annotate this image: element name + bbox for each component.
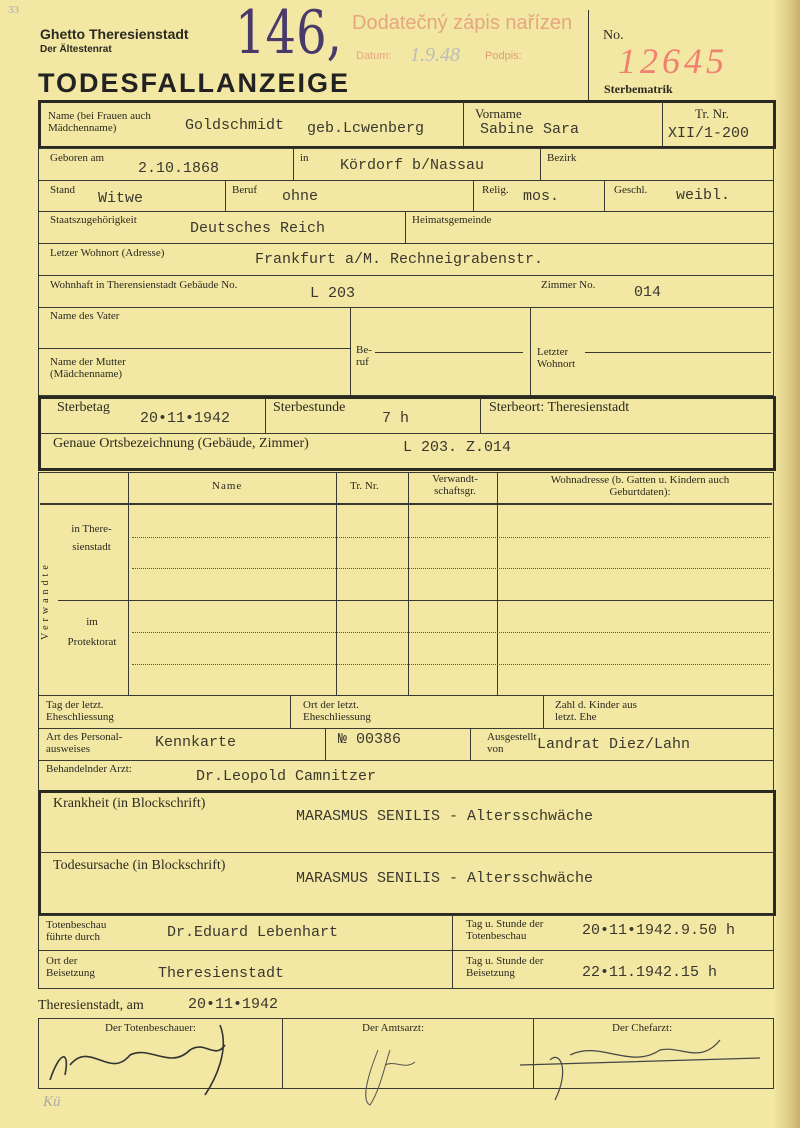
marriage-place-label: Ort der letzt. Eheschliessung <box>303 699 371 723</box>
parents-wohnort-label: Letzter Wohnort <box>537 346 576 370</box>
inspection-time-value: 20•11•1942.9.50 h <box>582 922 736 939</box>
stamp-date-label: Datum: <box>356 50 392 62</box>
geschl-label: Geschl. <box>614 184 648 196</box>
signature-official-label: Der Amtsarzt: <box>362 1022 425 1034</box>
rule-line <box>452 915 453 989</box>
doctor-value: Dr.Leopold Camnitzer <box>196 768 377 785</box>
rule-line <box>38 275 774 276</box>
rule-line <box>38 950 774 951</box>
surname-value: Goldschmidt <box>185 117 285 134</box>
born-value: 2.10.1868 <box>138 160 220 177</box>
vorname-label: Vorname <box>475 106 522 121</box>
illness-label: Krankheit (in Blockschrift) <box>53 796 206 811</box>
trnr-label: Tr. Nr. <box>695 106 729 121</box>
sterbeort-label: Sterbeort: Theresienstadt <box>489 400 630 415</box>
rule-line <box>470 728 471 760</box>
rule-line <box>293 148 294 180</box>
rule-line <box>40 852 774 853</box>
rule-line <box>38 728 774 729</box>
address-value: Frankfurt a/M. Rechneigrabenstr. <box>255 251 544 268</box>
sterbetag-label: Sterbetag <box>57 400 110 415</box>
burial-place-value: Theresienstadt <box>158 965 285 982</box>
relatives-table <box>38 472 774 696</box>
stand-label: Stand <box>50 184 76 196</box>
vorname-value: Sabine Sara <box>480 121 580 138</box>
rule-line <box>375 352 523 353</box>
rule-line <box>128 472 129 696</box>
beruf-value: ohne <box>282 188 319 205</box>
stamp-text: Dodatečný zápis nařízen <box>352 12 573 34</box>
id-type-value: Kennkarte <box>155 734 237 751</box>
geschl-value: weibl. <box>676 187 731 204</box>
burial-time-value: 22•11.1942.15 h <box>582 964 718 981</box>
rule-line <box>132 537 770 538</box>
rule-line <box>497 472 498 696</box>
cause-value: MARASMUS SENILIS - Altersschwäche <box>296 870 594 887</box>
issued-by-value: Landrat Diez/Lahn <box>537 736 691 753</box>
name-label: Name (bei Frauen auch Mädchenname) <box>48 110 151 134</box>
pencil-note: Kü <box>43 1094 61 1110</box>
rule-line <box>40 433 774 434</box>
children-count-label: Zahl d. Kinder aus letzt. Ehe <box>555 699 637 723</box>
rule-line <box>336 472 337 696</box>
maiden-name-value: geb.Lcwenberg <box>307 120 425 137</box>
rule-line <box>40 503 772 505</box>
birthplace-value: Kördorf b/Nassau <box>340 157 485 174</box>
mother-label: Name der Mutter (Mädchenname) <box>50 356 126 380</box>
rule-line <box>38 211 774 212</box>
birthplace-label: in <box>300 152 309 164</box>
rule-line <box>662 102 663 147</box>
sterbetag-value: 20•11•1942 <box>140 410 231 427</box>
rule-line <box>38 307 774 308</box>
rule-line <box>290 695 291 728</box>
cause-label: Todesursache (in Blockschrift) <box>53 858 226 873</box>
rule-line <box>350 307 351 396</box>
rule-line <box>588 10 589 100</box>
burial-place-label: Ort der Beisetzung <box>46 955 95 979</box>
group-protektorat: im Protektorat <box>67 616 117 648</box>
col-relation: Verwandt-schaftsgr. <box>432 473 478 497</box>
bezirk-label: Bezirk <box>547 152 577 164</box>
staat-label: Staatszugehörigkeit <box>50 214 137 226</box>
rule-line <box>585 352 771 353</box>
org-name: Ghetto Theresienstadt <box>40 26 189 42</box>
group-theresienstadt: in There-sienstadt <box>71 523 112 553</box>
signature-inspector-label: Der Totenbeschauer: <box>105 1022 196 1034</box>
staat-value: Deutsches Reich <box>190 220 326 237</box>
beruf-label: Beruf <box>232 184 258 196</box>
rule-line <box>38 760 774 761</box>
form-date: 20•11•1942 <box>188 996 279 1013</box>
rule-line <box>604 180 605 211</box>
issued-by-label: Ausgestellt von <box>487 731 537 755</box>
id-number-value: № 00386 <box>338 731 402 748</box>
burial-time-label: Tag u. Stunde der Beisetzung <box>466 955 544 979</box>
relig-label: Relig. <box>482 184 509 196</box>
form-title: TODESFALLANZEIGE <box>38 68 351 98</box>
relig-value: mos. <box>523 188 560 205</box>
heimat-label: Heimatsgemeinde <box>412 214 492 226</box>
sterbestunde-label: Sterbestunde <box>273 400 346 415</box>
rule-line <box>132 568 770 569</box>
doctor-label: Behandelnder Arzt: <box>46 763 132 775</box>
signature-chief-label: Der Chefarzt: <box>612 1022 673 1034</box>
trnr-value: XII/1-200 <box>668 125 750 142</box>
address-label: Letzer Wohnort (Adresse) <box>50 247 165 259</box>
relatives-side-label: Verwandte <box>40 561 51 640</box>
col-name: Name <box>212 480 243 492</box>
father-label: Name des Vater <box>50 310 120 322</box>
rule-line <box>38 243 774 244</box>
stand-value: Witwe <box>98 190 144 207</box>
parents-beruf-label: Be- ruf <box>356 344 372 368</box>
inspection-time-label: Tag u. Stunde der Totenbeschau <box>466 918 544 942</box>
no-label: No. <box>603 28 624 43</box>
location-value: L 203. Z.014 <box>403 439 512 456</box>
paper-edge <box>774 0 800 1128</box>
illness-value: MARASMUS SENILIS - Altersschwäche <box>296 808 594 825</box>
marriage-date-label: Tag der letzt. Eheschliessung <box>46 699 114 723</box>
rule-line <box>225 180 226 211</box>
rule-line <box>325 728 326 760</box>
building-value: L 203 <box>310 285 356 302</box>
stamp-sign-label: Podpis: <box>485 50 522 62</box>
rule-line <box>540 148 541 180</box>
sterbestunde-value: 7 h <box>382 410 410 427</box>
rule-line <box>265 398 266 433</box>
rule-line <box>473 180 474 211</box>
rule-line <box>405 211 406 243</box>
signatures-handwritten <box>40 1020 780 1110</box>
col-trnr: Tr. Nr. <box>350 480 379 492</box>
register-label: Sterbematrik <box>604 82 673 96</box>
rule-line <box>530 307 531 396</box>
rule-line <box>480 398 481 433</box>
rule-line <box>408 472 409 696</box>
rule-line <box>58 600 774 601</box>
room-value: 014 <box>634 284 662 301</box>
rule-line <box>463 102 464 147</box>
rule-line <box>38 348 350 349</box>
stamp-date: 1.9.48 <box>410 44 460 66</box>
inspection-value: Dr.Eduard Lebenhart <box>167 924 339 941</box>
place-date-label: Theresienstadt, am <box>38 998 144 1013</box>
born-label: Geboren am <box>50 152 105 164</box>
building-label: Wohnhaft in Therensienstadt Gebäude No. <box>50 279 238 291</box>
rule-line <box>132 632 770 633</box>
inspection-label: Totenbeschau führte durch <box>46 919 107 943</box>
room-label: Zimmer No. <box>541 279 596 291</box>
location-label: Genaue Ortsbezeichnung (Gebäude, Zimmer) <box>53 436 309 451</box>
register-number: 12645 <box>618 41 728 81</box>
col-address: Wohnadresse (b. Gatten u. Kindern auch Geburtdaten): <box>550 474 730 498</box>
rule-line <box>132 664 770 665</box>
id-type-label: Art des Personal-ausweises <box>46 731 123 755</box>
handwritten-number: 146, <box>235 0 342 68</box>
rule-line <box>38 180 774 181</box>
rule-line <box>543 695 544 728</box>
corner-mark: 33 <box>8 4 19 16</box>
council-name: Der Ältestenrat <box>40 44 112 55</box>
